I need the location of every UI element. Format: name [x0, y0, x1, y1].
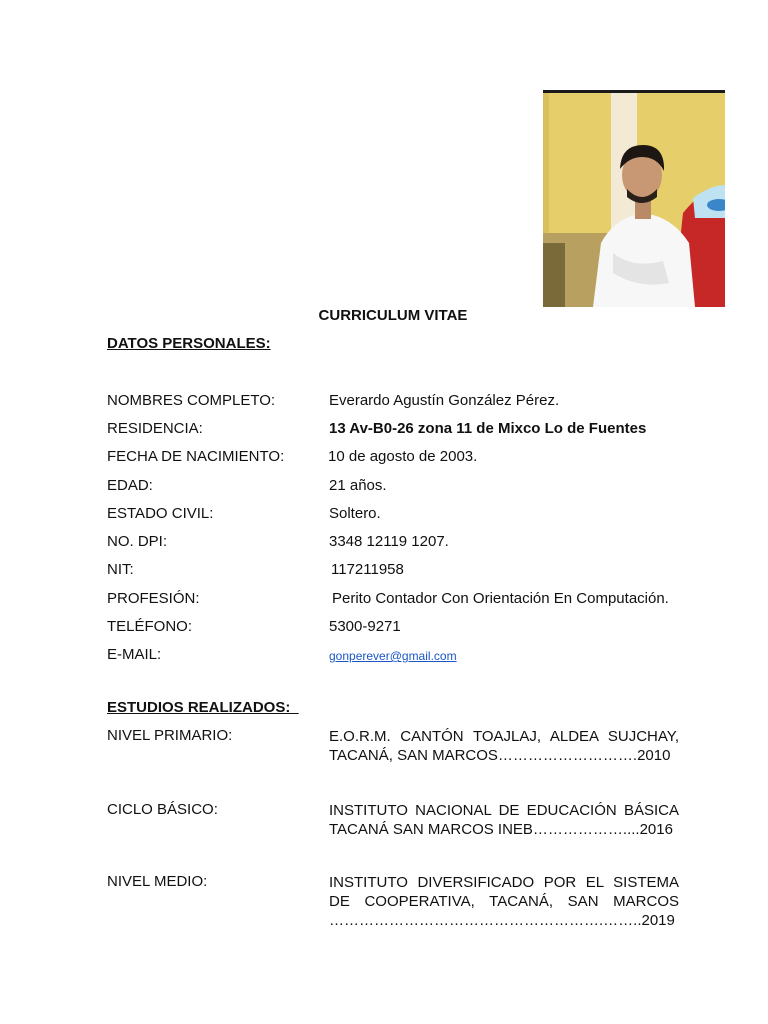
education-value-primary: E.O.R.M. CANTÓN TOAJLAJ, ALDEA SUJCHAY, TACANÁ, SAN MARCOS……………………….2010 — [329, 728, 679, 764]
education-label-basic: CICLO BÁSICO: — [107, 801, 218, 818]
profile-photo — [543, 90, 725, 307]
field-value-profession: Perito Contador Con Orientación En Computación. — [332, 590, 669, 607]
personal-data-heading: DATOS PERSONALES: — [107, 335, 271, 352]
education-label-secondary: NIVEL MEDIO: — [107, 873, 208, 890]
email-link[interactable]: gonperever@gmail.com — [329, 649, 457, 663]
field-label-phone: TELÉFONO: — [107, 618, 193, 635]
education-label-primary: NIVEL PRIMARIO: — [107, 727, 233, 744]
education-heading: ESTUDIOS REALIZADOS: — [107, 699, 299, 716]
field-value-civil-status: Soltero. — [329, 505, 381, 522]
education-value-basic: INSTITUTO NACIONAL DE EDUCACIÓN BÁSICA TACANÁ SAN MARCOS INEB………………....2016 — [329, 802, 679, 838]
field-label-dpi: NO. DPI: — [107, 533, 168, 550]
field-value-dpi: 3348 12119 1207. — [329, 533, 449, 550]
field-value-full-name: Everardo Agustín González Pérez. — [329, 392, 560, 409]
field-value-nit: 117211958 — [331, 561, 404, 578]
education-value-secondary: INSTITUTO DIVERSIFICADO POR EL SISTEMA DE COOPERATIVA, TACANÁ, SAN MARCOS ……………………………………………….……..2019 — [329, 874, 679, 929]
field-label-age: EDAD: — [107, 477, 153, 494]
field-label-email: E-MAIL: — [107, 646, 162, 663]
field-label-residence: RESIDENCIA: — [107, 420, 203, 437]
field-label-full-name: NOMBRES COMPLETO: — [107, 392, 276, 409]
field-value-age: 21 años. — [329, 477, 387, 494]
field-label-profession: PROFESIÓN: — [107, 590, 200, 607]
document-title: CURRICULUM VITAE — [318, 307, 468, 324]
field-label-civil-status: ESTADO CIVIL: — [107, 505, 214, 522]
field-value-birth-date: 10 de agosto de 2003. — [328, 448, 478, 465]
field-label-nit: NIT: — [107, 561, 134, 578]
field-value-phone: 5300-9271 — [329, 618, 401, 635]
field-value-residence: 13 Av-B0-26 zona 11 de Mixco Lo de Fuentes — [329, 420, 647, 437]
profile-photo-image — [543, 93, 725, 307]
field-label-birth-date: FECHA DE NACIMIENTO: — [107, 448, 285, 465]
